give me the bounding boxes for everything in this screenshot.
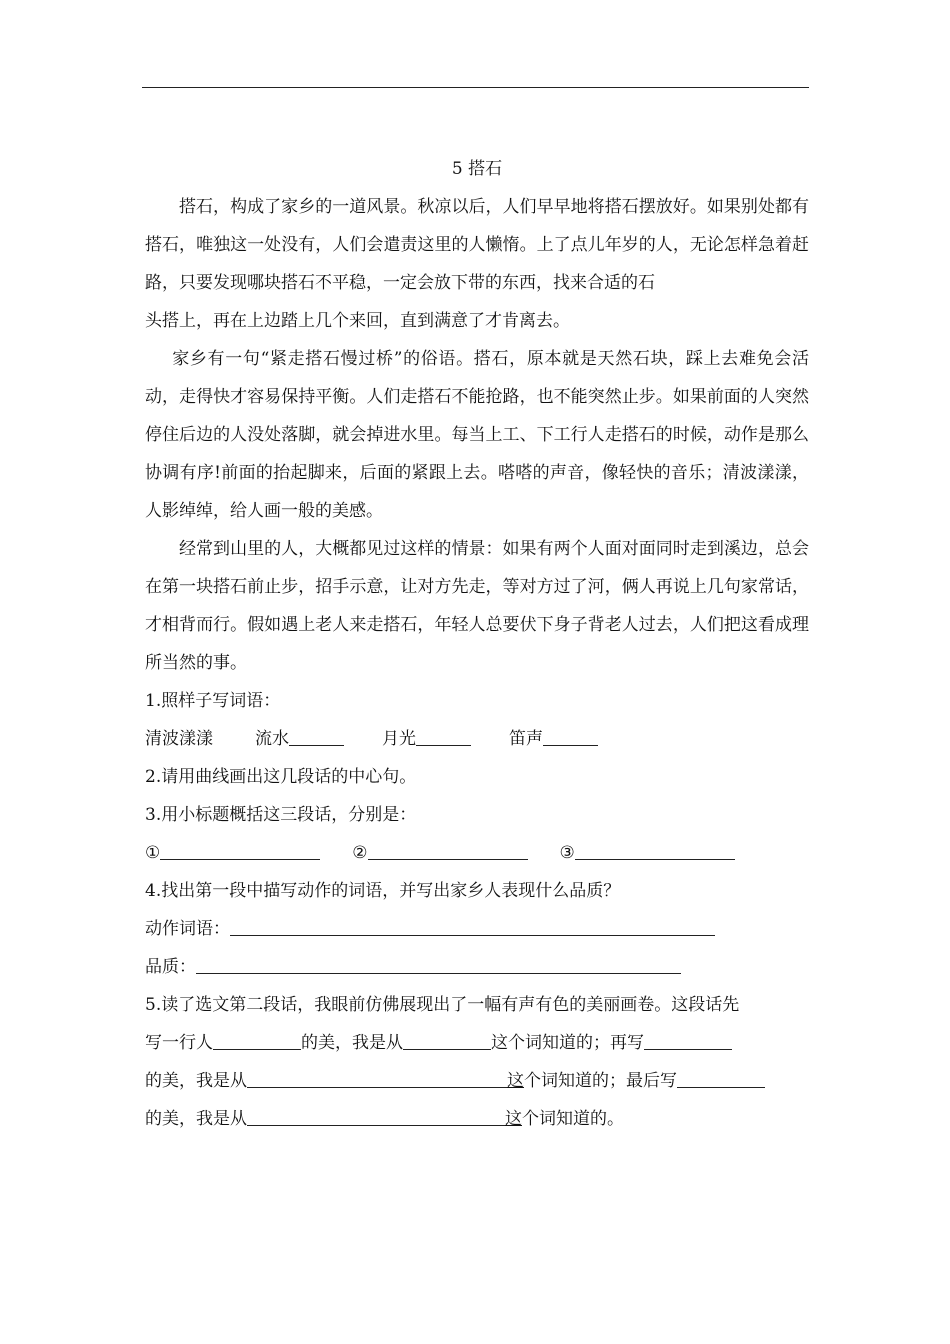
action-words-label: 动作词语：	[145, 919, 230, 939]
question-3: 3.用小标题概括这三段话，分别是：	[145, 805, 417, 825]
q5-text-a: 写一行人	[145, 1033, 213, 1053]
quality-blank[interactable]	[196, 953, 681, 974]
passage-paragraph-1-continued: 头搭上，再在上边踏上几个来回，直到满意了才肯离去。	[145, 311, 570, 331]
q5-text-e: 这	[507, 1071, 524, 1091]
question-5-line-4	[145, 1100, 809, 1138]
header-rule	[142, 87, 809, 88]
question-1-answers	[145, 720, 809, 758]
question-5: 5.读了选文第二段话，我眼前仿佛展现出了一幅有声有色的美丽画卷。这段话先	[145, 995, 740, 1015]
passage-paragraph-1: 搭石，构成了家乡的一道风景。秋凉以后，人们早早地将搭石摆放好。如果别处都有搭石，唯独这一处没有，人们会遣责这里的人懒惰。上了点儿年岁的人，无论怎样急着赶路，只要发现哪块搭石不平稳，一定会放下带的东西，找来合适的石	[145, 197, 809, 293]
answer-blank-1[interactable]	[289, 725, 344, 746]
q5-text-f: 个词知道的；最后写	[524, 1071, 677, 1091]
answer-blank-2[interactable]	[416, 725, 471, 746]
q5-text-d: 的美，我是从	[145, 1071, 247, 1091]
q5-text-b: 的美，我是从	[301, 1033, 403, 1053]
subtitle-blank-2[interactable]	[368, 839, 528, 860]
q5-blank-5[interactable]	[677, 1067, 765, 1088]
question-5-line-3	[145, 1062, 809, 1100]
q5-blank-6[interactable]	[247, 1105, 505, 1126]
question-4-quality-row	[145, 948, 809, 986]
q5-blank-4[interactable]	[247, 1067, 507, 1088]
action-words-blank[interactable]	[230, 915, 715, 936]
passage-paragraph-3: 经常到山里的人，大概都见过这样的情景：如果有两个人面对面同时走到溪边，总会在第一块搭石前止步，招手示意，让对方先走，等对方过了河，俩人再说上几句家常话，才相背而行。假如遇上老人来走搭石，年轻人总要伏下身子背老人过去，人们把这看成理所当然的事。	[145, 539, 809, 673]
circle-mark-1: ①	[145, 843, 161, 863]
question-3-answers	[145, 834, 809, 872]
q5-text-i: 个词知道的。	[522, 1109, 624, 1129]
subtitle-blank-3[interactable]	[575, 839, 735, 860]
quality-label: 品质：	[145, 957, 196, 977]
subtitle-blank-1[interactable]	[160, 839, 320, 860]
worksheet-body	[145, 150, 809, 1138]
q5-text-c: 这个词知道的；再写	[491, 1033, 644, 1053]
q5-text-g: 的美，我是从	[145, 1109, 247, 1129]
q5-blank-1[interactable]	[213, 1029, 301, 1050]
page-title: 5 搭石	[451, 159, 503, 179]
q5-text-h: 这	[505, 1109, 522, 1129]
q5-blank-2[interactable]	[403, 1029, 491, 1050]
word-prompt-2: 月光	[382, 729, 416, 749]
question-5-line-2	[145, 1024, 809, 1062]
answer-blank-3[interactable]	[543, 725, 598, 746]
question-4-action-row	[145, 910, 809, 948]
passage-paragraph-2: 家乡有一句“紧走搭石慢过桥”的俗语。搭石，原本就是天然石块，踩上去难免会活动，走得快才容易保持平衡。人们走搭石不能抢路，也不能突然止步。如果前面的人突然停住后边的人没处落脚，就会掉进水里。每当上工、下工行人走搭石的时候，动作是那么协调有序!前面的抬起脚来，后面的紧跟上去。嗒嗒的声音，像轻快的音乐；清波漾漾，人影绰绰，给人画一般的美感。	[145, 349, 809, 521]
word-prompt-1: 流水	[255, 729, 289, 749]
question-2: 2.请用曲线画出这几段话的中心句。	[145, 767, 417, 787]
example-word: 清波漾漾	[145, 729, 213, 749]
q5-blank-3[interactable]	[644, 1029, 732, 1050]
circle-mark-2: ②	[352, 843, 368, 863]
question-4: 4.找出第一段中描写动作的词语，并写出家乡人表现什么品质？	[145, 881, 621, 901]
circle-mark-3: ③	[559, 843, 575, 863]
word-prompt-3: 笛声	[509, 729, 543, 749]
question-1: 1.照样子写词语：	[145, 691, 281, 711]
